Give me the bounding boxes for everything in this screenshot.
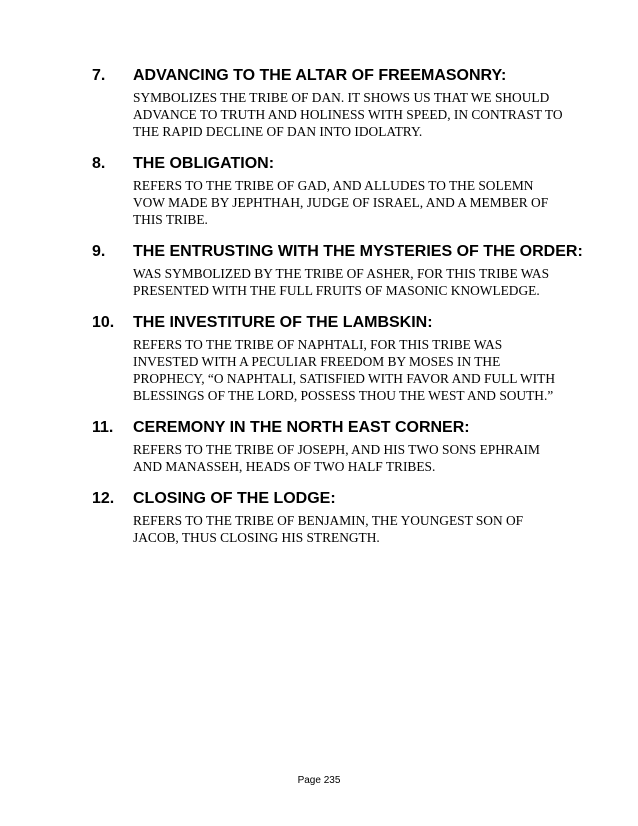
entry-heading: THE ENTRUSTING WITH THE MYSTERIES OF THE ORDER: [133,243,583,260]
entry-number: 10. [92,314,115,331]
entry-body: WAS SYMBOLIZED BY THE TRIBE OF ASHER, FOR THIS TRIBE WAS PRESENTED WITH THE FULL FRUITS OF MASONIC KNOWLEDGE. [133,266,550,298]
entry-heading: ADVANCING TO THE ALTAR OF FREEMASONRY: [133,67,507,84]
entry-12 [0,489,638,546]
entry-number: 8. [92,155,106,172]
entry-heading: THE INVESTITURE OF THE LAMBSKIN: [133,314,433,331]
entry-list [0,66,638,560]
entry-number: 9. [92,243,106,260]
entry-11 [0,418,638,475]
entry-9 [0,242,638,299]
entry-body: SYMBOLIZES THE TRIBE OF DAN. IT SHOWS US THAT WE SHOULD ADVANCE TO TRUTH AND HOLINESS WITH SPEED, IN CONTRAST TO THE RAPID DECLINE OF DAN INTO IDOLATRY. [133,90,563,139]
entry-number: 7. [92,67,106,84]
entry-heading: THE OBLIGATION: [133,155,275,172]
entry-body: REFERS TO THE TRIBE OF JOSEPH, AND HIS TWO SONS EPHRAIM AND MANASSEH, HEADS OF TWO HALF TRIBES. [133,442,540,474]
entry-body: REFERS TO THE TRIBE OF GAD, AND ALLUDES TO THE SOLEMN VOW MADE BY JEPHTHAH, JUDGE OF ISRAEL, AND A MEMBER OF THIS TRIBE. [133,178,549,227]
entry-10 [0,313,638,404]
entry-number: 11. [92,419,114,436]
entry-number: 12. [92,490,115,507]
entry-body: REFERS TO THE TRIBE OF BENJAMIN, THE YOUNGEST SON OF JACOB, THUS CLOSING HIS STRENGTH. [133,513,524,545]
entry-heading: CLOSING OF THE LODGE: [133,490,336,507]
entry-heading: CEREMONY IN THE NORTH EAST CORNER: [133,419,470,436]
page-number: Page 235 [297,775,341,786]
entry-8 [0,154,638,228]
entry-7 [0,66,638,140]
entry-body: REFERS TO THE TRIBE OF NAPHTALI, FOR THIS TRIBE WAS INVESTED WITH A PECULIAR FREEDOM BY MOSES IN THE PROPHECY, “O NAPHTALI, SATISFIED WITH FAVOR AND FULL WITH BLESSINGS OF THE LORD, POSSESS THOU THE WEST AND SOUTH.” [133,337,555,403]
